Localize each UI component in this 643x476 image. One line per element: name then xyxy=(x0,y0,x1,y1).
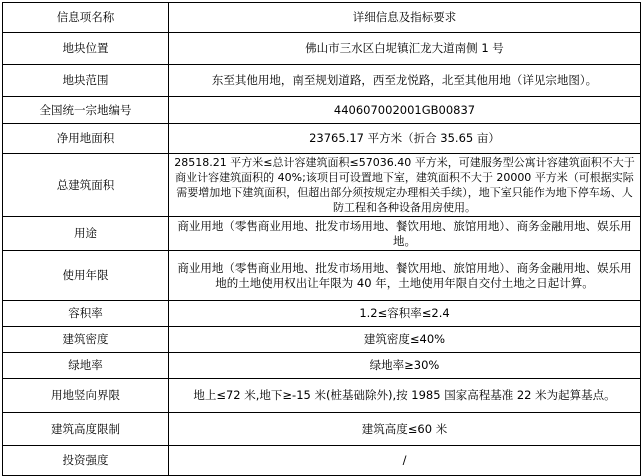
row-label: 容积率 xyxy=(3,301,169,327)
row-label: 建筑密度 xyxy=(3,327,169,353)
row-value: 建筑高度≤60 米 xyxy=(169,413,641,446)
row-value: 440607002001GB00837 xyxy=(169,97,641,124)
header-value: 详细信息及指标要求 xyxy=(169,3,641,33)
row-label: 绿地率 xyxy=(3,353,169,379)
table-row xyxy=(3,379,641,413)
row-label: 用地竖向界限 xyxy=(3,379,169,413)
table-row xyxy=(3,327,641,353)
row-value: 1.2≤容积率≤2.4 xyxy=(169,301,641,327)
row-value: 绿地率≥30% xyxy=(169,353,641,379)
table-row xyxy=(3,33,641,65)
row-label: 全国统一宗地编号 xyxy=(3,97,169,124)
table-row xyxy=(3,217,641,251)
row-label: 使用年限 xyxy=(3,251,169,301)
table-row xyxy=(3,251,641,301)
row-value: 23765.17 平方米（折合 35.65 亩） xyxy=(169,124,641,154)
row-label: 总建筑面积 xyxy=(3,154,169,217)
table-row xyxy=(3,154,641,217)
table-row xyxy=(3,65,641,97)
row-value: 建筑密度≤40% xyxy=(169,327,641,353)
land-info-table xyxy=(2,2,641,476)
table-row xyxy=(3,301,641,327)
row-label: 地块位置 xyxy=(3,33,169,65)
row-value: 28518.21 平方米≤总计容建筑面积≤57036.40 平方米，可建服务型公寓计容建筑面积不大于商业计容建筑面积的 40%;该项目可设置地下室，建筑面积不大于 20000 平方米（可根据实际需要增加地下建筑面积，但超出部分须按规定办理相关手续），地下室只能作为地下停车场、人防工程和各种设备用房使用。 xyxy=(169,154,641,217)
row-value: 商业用地（零售商业用地、批发市场用地、餐饮用地、旅馆用地）、商务金融用地、娱乐用地的土地使用权出让年限为 40 年，土地使用年限自交付土地之日起计算。 xyxy=(169,251,641,301)
table-header-row xyxy=(3,3,641,33)
table-row xyxy=(3,413,641,446)
table-row xyxy=(3,446,641,476)
row-label: 建筑高度限制 xyxy=(3,413,169,446)
table-row xyxy=(3,124,641,154)
row-value: / xyxy=(169,446,641,476)
table-row xyxy=(3,353,641,379)
row-value: 东至其他用地，南至规划道路，西至龙悦路，北至其他用地（详见宗地图）。 xyxy=(169,65,641,97)
row-value: 商业用地（零售商业用地、批发市场用地、餐饮用地、旅馆用地）、商务金融用地、娱乐用地。 xyxy=(169,217,641,251)
row-value: 佛山市三水区白坭镇汇龙大道南侧 1 号 xyxy=(169,33,641,65)
header-label: 信息项名称 xyxy=(3,3,169,33)
table-row xyxy=(3,97,641,124)
row-label: 净用地面积 xyxy=(3,124,169,154)
row-label: 投资强度 xyxy=(3,446,169,476)
row-value: 地上≤72 米,地下≥-15 米(桩基础除外),按 1985 国家高程基准 22 米为起算基点。 xyxy=(169,379,641,413)
row-label: 用途 xyxy=(3,217,169,251)
row-label: 地块范围 xyxy=(3,65,169,97)
